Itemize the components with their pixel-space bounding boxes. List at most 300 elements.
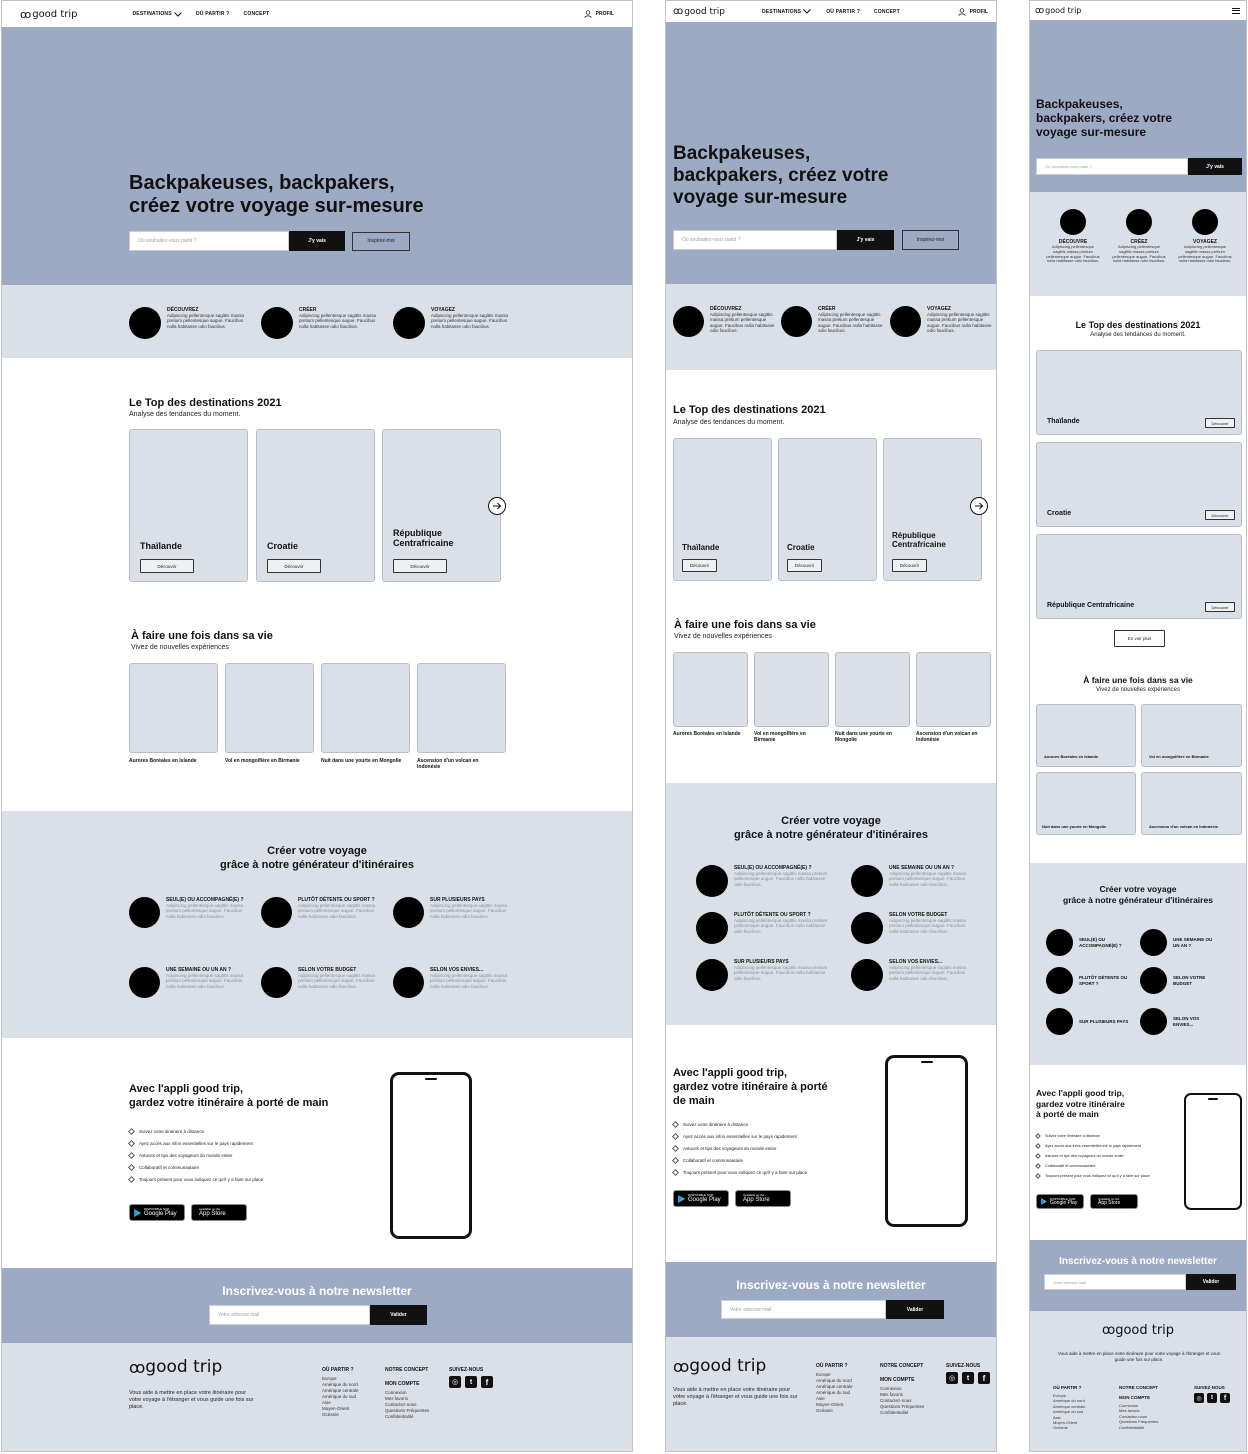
experience-card[interactable]	[754, 652, 829, 727]
footer-link[interactable]: Amérique du sud	[1053, 1409, 1084, 1415]
footer-heading: SUIVEZ-NOUS	[1194, 1385, 1225, 1390]
diamond-icon	[1035, 1133, 1041, 1139]
discover-button[interactable]: Découvrir	[1205, 602, 1235, 612]
footer-link[interactable]: Questions Fréquentes	[1119, 1419, 1159, 1425]
google-play-badge[interactable]	[673, 1190, 729, 1207]
mobile-frame	[1029, 0, 1247, 1452]
app-title-line: à porté de main	[1036, 1109, 1099, 1120]
logo[interactable]	[673, 6, 725, 17]
hero-title	[1036, 98, 1172, 139]
google-play-icon	[134, 1209, 141, 1217]
user-icon	[584, 10, 592, 18]
footer-logo[interactable]	[129, 1357, 222, 1377]
footer-link[interactable]: Moyen-Orient	[816, 1402, 844, 1408]
logo[interactable]	[20, 8, 78, 21]
generator-item[interactable]	[1046, 1008, 1135, 1035]
footer-link[interactable]: Amérique du nord	[1053, 1398, 1085, 1404]
generator-item-body: Adipiscing pellentesque sagittis massa pretium pellentesque augue. Faucibus nulla habitasse odio faucibus.	[166, 973, 244, 989]
experience-label: Aurores Boréales en Islande	[673, 731, 741, 737]
feature-title: CRÉER	[818, 306, 836, 312]
feature-title: DÉCOUVREZ	[167, 307, 199, 313]
search-input[interactable]: Où souhaitez-vous partir ?	[1036, 158, 1188, 175]
newsletter-email-input[interactable]: Votre adresse mail	[1044, 1274, 1186, 1290]
footer-link[interactable]: Europe	[322, 1376, 337, 1381]
footer-link[interactable]: Mes favoris	[1119, 1408, 1140, 1414]
app-title-line: gardez votre itinéraire à porté	[673, 1080, 828, 1093]
destination-card[interactable]	[256, 429, 375, 582]
generator-item-body: Adipiscing pellentesque sagittis massa pretium pellentesque augue. Faucibus nulla habitasse odio faucibus.	[430, 903, 508, 919]
top-title: Le Top des destinations 2021	[129, 397, 282, 409]
footer-link[interactable]: Amérique du nord	[322, 1382, 358, 1388]
footer-link[interactable]: Amérique centrale	[322, 1388, 359, 1394]
footer-col-destinations	[1053, 1385, 1085, 1431]
top-title: Le Top des destinations 2021	[673, 404, 826, 416]
generator-item-body: Adipiscing pellentesque sagittis massa pretium pellentesque augue. Faucibus nulla habitasse odio faucibus.	[734, 965, 828, 981]
app-feature	[1036, 1141, 1176, 1151]
navbar	[666, 1, 996, 22]
experiences-subtitle: Vivez de nouvelles expériences	[131, 644, 229, 651]
newsletter-form	[1044, 1274, 1236, 1290]
footer-link[interactable]: Europe	[1053, 1393, 1066, 1398]
generator-circle	[1140, 1008, 1167, 1035]
app-store-badge[interactable]	[1090, 1194, 1138, 1209]
hero-title-line: créez votre voyage sur-mesure	[129, 195, 424, 217]
destination-card[interactable]	[129, 429, 248, 582]
diamond-icon	[672, 1120, 679, 1127]
generator-item[interactable]	[1140, 929, 1218, 956]
app-feature-text: Ayez accès aux infos essentielles sur le pays rapidement	[139, 1140, 253, 1146]
generator-circle	[1140, 967, 1167, 994]
generator-title-line: grâce à notre générateur d'itinéraires	[220, 858, 414, 871]
experience-card[interactable]	[673, 652, 748, 727]
feature-circle	[890, 306, 921, 337]
generator-item-title: SUR PLUSIEURS PAYS	[1079, 1018, 1129, 1024]
app-feature	[673, 1154, 807, 1166]
app-feature-text: Astuces et tips des voyageurs du monde entier	[683, 1145, 777, 1151]
newsletter-submit-button[interactable]: Valider	[886, 1300, 944, 1319]
generator-item-title: UNE SEMAINE OU UN AN ?	[166, 967, 232, 973]
diamond-icon	[128, 1163, 135, 1170]
google-play-small: DISPONIBLE SUR	[688, 1193, 714, 1197]
twitter-icon[interactable]: t	[962, 1372, 974, 1384]
carousel-next-icon[interactable]	[488, 497, 506, 515]
app-store-small: Available on the	[743, 1193, 765, 1197]
nav-profil[interactable]	[958, 8, 988, 16]
experiences-subtitle: Vivez de nouvelles expériences	[674, 633, 772, 640]
store-badges	[673, 1190, 791, 1207]
feature-item	[1046, 209, 1100, 264]
generator-circle	[129, 967, 160, 998]
destination-card[interactable]	[382, 429, 501, 582]
generator-circle	[261, 897, 292, 928]
app-feature	[673, 1130, 807, 1142]
experiences-title: À faire une fois dans sa vie	[131, 630, 273, 642]
app-feature-text: Collaboratif et communautaire	[139, 1164, 200, 1170]
footer-link[interactable]: Contactez-nous	[385, 1402, 417, 1408]
feature-body: Adipiscing pellentesque sagittis massa pretium pellentesque augue. Faucibus nulla habitasse odio faucibus.	[431, 313, 509, 329]
generator-item[interactable]	[696, 959, 834, 991]
phone-mockup	[390, 1072, 472, 1239]
generator-item[interactable]	[851, 865, 969, 897]
top-subtitle: Analyse des tendances du moment.	[673, 419, 785, 426]
feature-body: Adipiscing pellentesque sagittis massa pretium pellentesque augue. Faucibus nulla habitasse odio faucibus.	[1178, 244, 1232, 264]
experience-card[interactable]	[321, 663, 410, 753]
discover-button[interactable]: Découvrir	[787, 559, 822, 572]
footer-logo[interactable]	[1030, 1323, 1246, 1338]
hamburger-line	[1232, 8, 1240, 9]
feature-title: VOYAGEZ	[1193, 239, 1217, 245]
go-button[interactable]: J'y vais	[837, 230, 894, 250]
app-feature-text: Suivez votre itinéraire à distance	[139, 1128, 205, 1134]
newsletter-email-input[interactable]: Votre adresse mail	[209, 1305, 370, 1325]
feature-title: CRÉEZ	[1130, 239, 1148, 245]
footer-heading: SUIVEZ-NOUS	[449, 1367, 484, 1373]
generator-circle	[696, 959, 728, 991]
footer-link[interactable]: Amérique centrale	[1053, 1403, 1086, 1409]
app-title-line: gardez votre itinéraire	[1036, 1098, 1125, 1109]
experience-card[interactable]	[225, 663, 314, 753]
nav-ou-partir[interactable]	[826, 9, 860, 15]
generator-item[interactable]	[851, 912, 969, 944]
experience-card[interactable]	[129, 663, 218, 753]
experience-label: Ascension d'un volcan en Indonésie	[417, 758, 479, 770]
footer-link[interactable]: Océanie	[816, 1408, 833, 1414]
experience-card[interactable]	[1036, 704, 1136, 767]
discover-button[interactable]: Découvrir	[1205, 418, 1235, 428]
destination-card[interactable]	[1036, 534, 1242, 619]
experiences-title: À faire une fois dans sa vie	[1083, 675, 1193, 685]
footer-heading[interactable]: NOTRE CONCEPT	[385, 1367, 429, 1373]
footer-heading[interactable]: NOTRE CONCEPT	[1119, 1385, 1159, 1390]
diamond-icon	[672, 1144, 679, 1151]
app-feature	[673, 1118, 807, 1130]
generator-item-title: PLUTÔT DÉTENTE OU SPORT ?	[298, 897, 375, 903]
discover-button[interactable]: Découvrir	[393, 559, 447, 573]
generator-item[interactable]	[129, 967, 248, 998]
footer-heading: OÙ PARTIR ?	[1053, 1385, 1082, 1390]
generator-item-title: SELON VOS ENVIES...	[430, 967, 484, 973]
generator-item[interactable]	[1046, 929, 1135, 956]
footer-description: Vous aide à mettre en place votre itinéraire pour votre voyage à l'étranger et vous guide une fois sur place.	[1057, 1351, 1221, 1362]
footer-link[interactable]: Confidentialité	[880, 1410, 909, 1416]
generator-circle	[1046, 929, 1073, 956]
carousel-next-icon[interactable]	[970, 497, 988, 515]
nav-concept-label: CONCEPT	[873, 8, 900, 15]
social-icons	[449, 1376, 493, 1388]
generator-item[interactable]	[696, 865, 834, 897]
experience-card[interactable]	[1141, 772, 1242, 835]
generator-circle	[851, 959, 883, 991]
destination-name: République Centrafricaine	[393, 528, 454, 548]
go-button[interactable]: J'y vais	[1188, 158, 1242, 175]
generator-item[interactable]	[851, 959, 969, 991]
newsletter-submit-button[interactable]: Valider	[370, 1305, 427, 1325]
discover-button[interactable]: Découvrir	[140, 559, 194, 573]
feature-body: Adipiscing pellentesque sagittis massa pretium pellentesque augue. Faucibus nulla habitasse odio faucibus.	[710, 312, 775, 334]
inspire-button[interactable]: Inspirez-moi	[352, 232, 410, 251]
logo-text: good trip	[684, 6, 725, 17]
experience-card[interactable]	[1141, 704, 1242, 767]
twitter-icon[interactable]: t	[1207, 1393, 1217, 1403]
tablet-frame	[665, 0, 997, 1452]
generator-item-body: Adipiscing pellentesque sagittis massa pretium pellentesque augue. Faucibus nulla habitasse odio faucibus.	[430, 973, 508, 989]
footer-link[interactable]: Amérique du sud	[322, 1394, 357, 1400]
google-play-big: Google Play	[688, 1197, 721, 1203]
phone-mockup	[885, 1055, 968, 1227]
feature-circle	[781, 306, 812, 337]
app-feature	[1036, 1171, 1176, 1181]
feature-circle	[129, 307, 161, 339]
footer-heading: MON COMPTE	[385, 1381, 420, 1387]
footer-link[interactable]: Mes favoris	[880, 1392, 904, 1398]
see-more-button[interactable]: En voir plus	[1114, 630, 1165, 647]
feature-circle	[1060, 209, 1086, 235]
footer-link[interactable]: Confidentialité	[385, 1414, 414, 1420]
top-subtitle: Analyse des tendances du moment.	[1090, 332, 1186, 338]
generator-circle	[129, 897, 160, 928]
footer-link[interactable]: Contactez-nous	[1119, 1413, 1148, 1419]
logo[interactable]	[1035, 6, 1081, 16]
nav-destinations[interactable]	[762, 9, 811, 15]
logo-icon: ꝏ	[1035, 5, 1043, 16]
footer-link[interactable]: Amérique du nord	[816, 1378, 852, 1384]
footer-link[interactable]: Amérique du sud	[816, 1390, 851, 1396]
app-feature	[129, 1125, 263, 1137]
nav-destinations[interactable]	[133, 11, 182, 17]
features-band	[1030, 192, 1246, 296]
nav-ou-partir-label: OÙ PARTIR ?	[195, 11, 230, 17]
experience-card[interactable]	[417, 663, 506, 753]
destination-card[interactable]	[673, 438, 772, 581]
generator-item-title: UNE SEMAINE OU UN AN ?	[1173, 937, 1213, 948]
footer-link[interactable]: Europe	[816, 1372, 831, 1377]
app-title-line: Avec l'appli good trip,	[1036, 1088, 1125, 1098]
generator-item[interactable]	[1140, 967, 1218, 994]
newsletter-email-input[interactable]: Votre adresse mail	[721, 1300, 886, 1319]
footer-logo[interactable]	[673, 1356, 766, 1376]
store-badges	[129, 1204, 247, 1221]
app-title	[1036, 1088, 1125, 1120]
feature-title: CRÉER	[299, 307, 317, 313]
logo-icon: ꝏ	[1101, 1323, 1113, 1338]
feature-title: DÉCOUVREZ	[710, 306, 742, 312]
generator-circle	[851, 912, 883, 944]
generator-item-title: SELON VOS ENVIES...	[1173, 1016, 1200, 1027]
experience-card[interactable]	[835, 652, 910, 727]
destination-card[interactable]	[778, 438, 877, 581]
generator-band	[1030, 863, 1246, 1065]
nav-concept[interactable]	[874, 9, 900, 15]
instagram-icon[interactable]: ◎	[946, 1372, 958, 1384]
footer-description: Vous aide à mettre en place votre itinéraire pour votre voyage à l'étranger et vous guide une fois sur place.	[129, 1390, 254, 1411]
discover-button[interactable]: Découvrir	[892, 559, 927, 572]
footer-link[interactable]: Questions Fréquentes	[880, 1404, 925, 1410]
app-feature	[1036, 1151, 1176, 1161]
feature-item	[890, 306, 993, 337]
app-feature	[129, 1137, 263, 1149]
generator-item[interactable]	[261, 967, 380, 998]
footer-link[interactable]: Amérique centrale	[816, 1384, 853, 1390]
generator-item-title: SEUL(E) OU ACCOMPAGNÉ(E) ?	[1079, 937, 1122, 948]
footer-link[interactable]: Connexion	[880, 1386, 902, 1391]
generator-item-body: Adipiscing pellentesque sagittis massa pretium pellentesque augue. Faucibus nulla habitasse odio faucibus.	[889, 965, 967, 981]
generator-item[interactable]	[261, 897, 380, 928]
experience-card[interactable]	[916, 652, 991, 727]
app-features	[673, 1118, 807, 1178]
app-store-badge[interactable]	[191, 1204, 247, 1221]
logo-text: good trip	[1045, 6, 1082, 15]
diamond-icon	[672, 1156, 679, 1163]
generator-item[interactable]	[129, 897, 248, 928]
facebook-icon[interactable]: f	[1220, 1393, 1230, 1403]
footer-col-destinations	[322, 1367, 359, 1418]
nav-ou-partir[interactable]	[196, 11, 230, 17]
footer-link[interactable]: Moyen-Orient	[322, 1406, 350, 1412]
facebook-icon[interactable]: f	[978, 1372, 990, 1384]
app-title	[129, 1083, 328, 1111]
features-band	[2, 285, 632, 358]
discover-button[interactable]: Découvrir	[1205, 510, 1235, 520]
feature-item	[393, 307, 511, 339]
features-band	[666, 284, 996, 370]
destination-name: République Centrafricaine	[892, 531, 946, 549]
nav-ou-partir-label: OÙ PARTIR ?	[826, 8, 860, 15]
top-title: Le Top des destinations 2021	[1075, 320, 1201, 330]
feature-body: Adipiscing pellentesque sagittis massa pretium pellentesque augue. Faucibus nulla habitasse odio faucibus.	[818, 312, 883, 334]
hamburger-menu-icon[interactable]	[1232, 8, 1240, 14]
destination-name: Croatie	[267, 541, 299, 551]
app-store-badge[interactable]	[735, 1190, 791, 1207]
generator-item[interactable]	[393, 967, 512, 998]
destination-card[interactable]	[883, 438, 982, 581]
navbar	[1030, 1, 1246, 20]
app-feature-text: Ayez accès aux infos essentielles sur le pays rapidement	[1045, 1144, 1141, 1148]
destination-card[interactable]	[1036, 442, 1242, 527]
logo-icon: ꝏ	[673, 1356, 687, 1376]
instagram-icon[interactable]: ◎	[449, 1376, 461, 1388]
navbar	[2, 1, 632, 27]
destination-name: Croatie	[1047, 510, 1072, 517]
footer-link[interactable]: Connexion	[1119, 1403, 1139, 1408]
desktop-frame	[1, 0, 633, 1452]
footer-col-social	[946, 1363, 990, 1384]
footer-link[interactable]: Asie	[816, 1396, 825, 1402]
footer-heading: OÙ PARTIR ?	[816, 1363, 848, 1369]
nav-destinations-label: DESTINATIONS	[132, 11, 172, 17]
logo-icon: ꝏ	[20, 7, 30, 21]
footer-link[interactable]: Contactez-nous	[880, 1398, 912, 1404]
footer-link[interactable]: Connexion	[385, 1390, 407, 1395]
generator-item[interactable]	[696, 912, 834, 944]
app-feature-text: Collaboratif et communautaire	[683, 1157, 744, 1163]
generator-title	[1030, 884, 1246, 905]
footer-link[interactable]: Questions Fréquentes	[385, 1408, 430, 1414]
discover-button[interactable]: Découvrir	[267, 559, 321, 573]
destination-name: Croatie	[787, 543, 815, 552]
footer-link[interactable]: Asie	[322, 1400, 331, 1406]
feature-item	[1112, 209, 1166, 264]
facebook-icon[interactable]: f	[481, 1376, 493, 1388]
nav-concept[interactable]	[244, 11, 270, 17]
footer-heading[interactable]: NOTRE CONCEPT	[880, 1363, 924, 1369]
search-input[interactable]: Où souhaitez-vous partir ?	[673, 230, 837, 250]
google-play-big: Google Play	[144, 1211, 177, 1217]
google-play-badge[interactable]	[129, 1204, 185, 1221]
generator-item-body: Adipiscing pellentesque sagittis massa pretium pellentesque augue. Faucibus nulla habitasse odio faucibus.	[889, 871, 967, 887]
app-feature-text: Astuces et tips des voyageurs du monde entier	[139, 1152, 233, 1158]
hero-search	[1036, 158, 1242, 175]
hero	[1030, 20, 1246, 192]
nav-profil[interactable]	[584, 10, 614, 18]
generator-item[interactable]	[1140, 1008, 1218, 1035]
footer-link[interactable]: Océanie	[322, 1412, 339, 1418]
hero-search	[673, 230, 959, 250]
feature-circle	[1192, 209, 1218, 235]
twitter-icon[interactable]: t	[465, 1376, 477, 1388]
generator-item[interactable]	[393, 897, 512, 928]
footer-link[interactable]: Confidentialité	[1119, 1424, 1145, 1430]
phone-notch	[921, 1061, 933, 1063]
experience-label: Ascension d'un volcan en Indonésie	[1149, 824, 1218, 829]
footer	[666, 1337, 996, 1452]
newsletter-submit-button[interactable]: Valider	[1186, 1274, 1236, 1290]
google-play-icon	[1041, 1198, 1047, 1205]
generator-title-line: Créer votre voyage	[781, 815, 881, 827]
phone-notch	[425, 1078, 437, 1080]
generator-item-title: PLUTÔT DÉTENTE OU SPORT ?	[1079, 975, 1128, 986]
inspire-button[interactable]: Inspirez-moi	[902, 230, 959, 250]
discover-button[interactable]: Découvrir	[682, 559, 717, 572]
diamond-icon	[1035, 1153, 1041, 1159]
diamond-icon	[128, 1151, 135, 1158]
app-title	[673, 1067, 828, 1108]
hero-title-line: voyage sur-mesure	[673, 186, 848, 208]
app-feature-text: Ayez accès aux infos essentielles sur le pays rapidement	[683, 1133, 797, 1139]
top-subtitle: Analyse des tendances du moment.	[129, 411, 241, 418]
diamond-icon	[672, 1132, 679, 1139]
destination-name: Thaïlande	[140, 541, 183, 551]
footer-link[interactable]: Océanie	[1053, 1425, 1068, 1431]
footer-link[interactable]: Asie	[1053, 1414, 1061, 1420]
footer-link[interactable]: Mes favoris	[385, 1396, 409, 1402]
feature-body: Adipiscing pellentesque sagittis massa pretium pellentesque augue. Faucibus nulla habitasse odio faucibus.	[167, 313, 245, 329]
google-play-badge[interactable]	[1036, 1194, 1084, 1209]
generator-title-line: Créer votre voyage	[1099, 884, 1177, 894]
user-icon	[958, 8, 966, 16]
generator-item-title: SELON VOTRE BUDGET	[889, 912, 948, 918]
destination-card[interactable]	[1036, 350, 1242, 435]
go-button[interactable]: J'y vais	[289, 231, 345, 251]
app-title-line: Avec l'appli good trip,	[673, 1067, 788, 1079]
feature-title: VOYAGEZ	[431, 307, 455, 313]
nav-destinations-label: DESTINATIONS	[761, 8, 802, 15]
feature-title: VOYAGEZ	[927, 306, 951, 312]
app-title-line: gardez votre itinéraire à porté de main	[129, 1096, 329, 1109]
phone-notch	[1208, 1098, 1218, 1100]
newsletter-title: Inscrivez-vous à notre newsletter	[736, 1278, 926, 1292]
generator-item-title: SEUL(E) OU ACCOMPAGNÉ(E) ?	[734, 865, 812, 871]
generator-item[interactable]	[1046, 967, 1135, 994]
logo-text: good trip	[145, 1357, 223, 1377]
generator-title-line: Créer votre voyage	[267, 845, 367, 857]
newsletter-band	[1030, 1240, 1246, 1311]
experience-card[interactable]	[1036, 772, 1136, 835]
app-feature-text: Toujours présent pour vous indiquez ce qu'il y a faire sur place	[1045, 1174, 1150, 1178]
instagram-icon[interactable]: ◎	[1194, 1393, 1204, 1403]
search-input[interactable]: Où souhaitez-vous partir ?	[129, 231, 289, 251]
footer-link[interactable]: Moyen-Orient	[1053, 1419, 1078, 1425]
feature-item	[129, 307, 247, 339]
